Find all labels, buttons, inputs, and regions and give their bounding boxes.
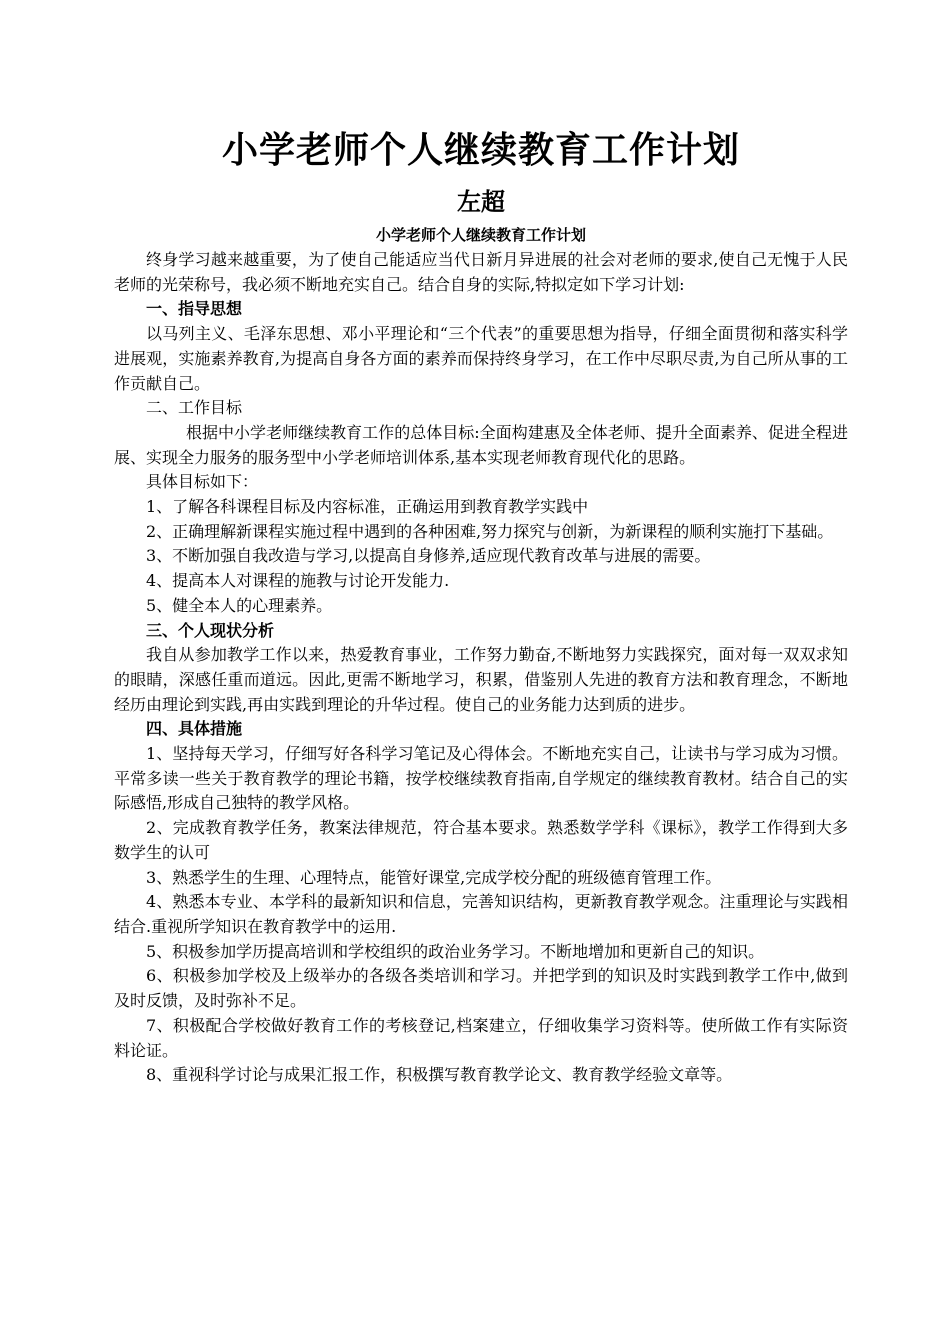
section-heading-guiding-ideology: 一、指导思想 bbox=[146, 299, 243, 319]
goal-item: 1、了解各科课程目标及内容标准，正确运用到教育教学实践中 bbox=[146, 497, 589, 517]
section-body-guiding-ideology: 以马列主义、毛泽东思想、邓小平理论和“三个代表”的重要思想为指导，仔细全面贯彻和落实科学进展观，实施素养教育,为提高自身各方面的素养而保持终身学习，在工作中尽职尽责,为自己所从事的工作贡献自己。 bbox=[114, 324, 848, 393]
intro-paragraph: 终身学习越来越重要，为了使自己能适应当代日新月异进展的社会对老师的要求,使自己无愧于人民老师的光荣称号，我必须不断地充实自己。结合自身的实际,特拟定如下学习计划: bbox=[114, 250, 848, 294]
section-heading-measures: 四、具体措施 bbox=[146, 719, 243, 739]
document-title: 小学老师个人继续教育工作计划 bbox=[221, 129, 740, 171]
section-heading-work-goals: 二、工作目标 bbox=[146, 398, 243, 418]
section-body-status-analysis: 我自从参加教学工作以来，热爱教育事业，工作努力勤奋,不断地努力实践探究，面对每一双双求知的眼睛，深感任重而道远。因此,更需不断地学习，积累，借鉴别人先进的教育方法和教育理念，不断地经历由理论到实践,再由实践到理论的升华过程。使自己的业务能力达到质的进步。 bbox=[114, 645, 848, 714]
measure-item: 7、积极配合学校做好教育工作的考核登记,档案建立，仔细收集学习资料等。使所做工作有实际资料论证。 bbox=[114, 1015, 848, 1060]
goal-item: 2、正确理解新课程实施过程中遇到的各种困难,努力探究与创新，为新课程的顺利实施打下基础。 bbox=[146, 521, 834, 541]
measure-item: 2、完成教育教学任务，教案法律规范，符合基本要求。熟悉数学学科《课标》，教学工作得到大多数学生的认可 bbox=[114, 818, 848, 862]
measure-item: 8、重视科学讨论与成果汇报工作，积极撰写教育教学论文、教育教学经验文章等。 bbox=[146, 1065, 733, 1085]
author-name: 左超 bbox=[457, 187, 505, 216]
goal-item: 3、不断加强自我改造与学习,以提高自身修养,适应现代教育改革与进展的需要。 bbox=[146, 546, 711, 566]
measure-item: 3、熟悉学生的生理、心理特点，能管好课堂,完成学校分配的班级德育管理工作。 bbox=[146, 867, 722, 887]
measure-item: 5、积极参加学历提高培训和学校组织的政治业务学习。不断地增加和更新自己的知识。 bbox=[146, 941, 765, 961]
section-body-work-goals: 根据中小学老师继续教育工作的总体目标:全面构建惠及全体老师、提升全面素养、促进全程进展、实现全力服务的服务型中小学老师培训体系,基本实现老师教育现代化的思路。 bbox=[114, 422, 848, 467]
measure-item: 6、积极参加学校及上级举办的各级各类培训和学习。并把学到的知识及时实践到教学工作中,做到及时反馈，及时弥补不足。 bbox=[114, 966, 848, 1011]
document-subtitle: 小学老师个人继续教育工作计划 bbox=[375, 226, 586, 244]
goal-item: 4、提高本人对课程的施教与讨论开发能力. bbox=[146, 571, 450, 591]
measure-item: 4、熟悉本专业、本学科的最新知识和信息，完善知识结构，更新教育教学观念。注重理论与实践相结合.重视所学知识在教育教学中的运用. bbox=[114, 892, 848, 936]
goal-item: 5、健全本人的心理素养。 bbox=[146, 595, 333, 615]
goals-lead-text: 具体目标如下： bbox=[146, 472, 259, 492]
section-heading-status-analysis: 三、个人现状分析 bbox=[146, 620, 275, 640]
document-page bbox=[114, 120, 848, 1088]
measure-item: 1、坚持每天学习，仔细写好各科学习笔记及心得体会。不断地充实自己，让读书与学习成为习惯。平常多读一些关于教育教学的理论书籍，按学校继续教育指南,自学规定的继续教育教材。结合自己的实际感悟,形成自己独特的教学风格。 bbox=[114, 744, 848, 813]
